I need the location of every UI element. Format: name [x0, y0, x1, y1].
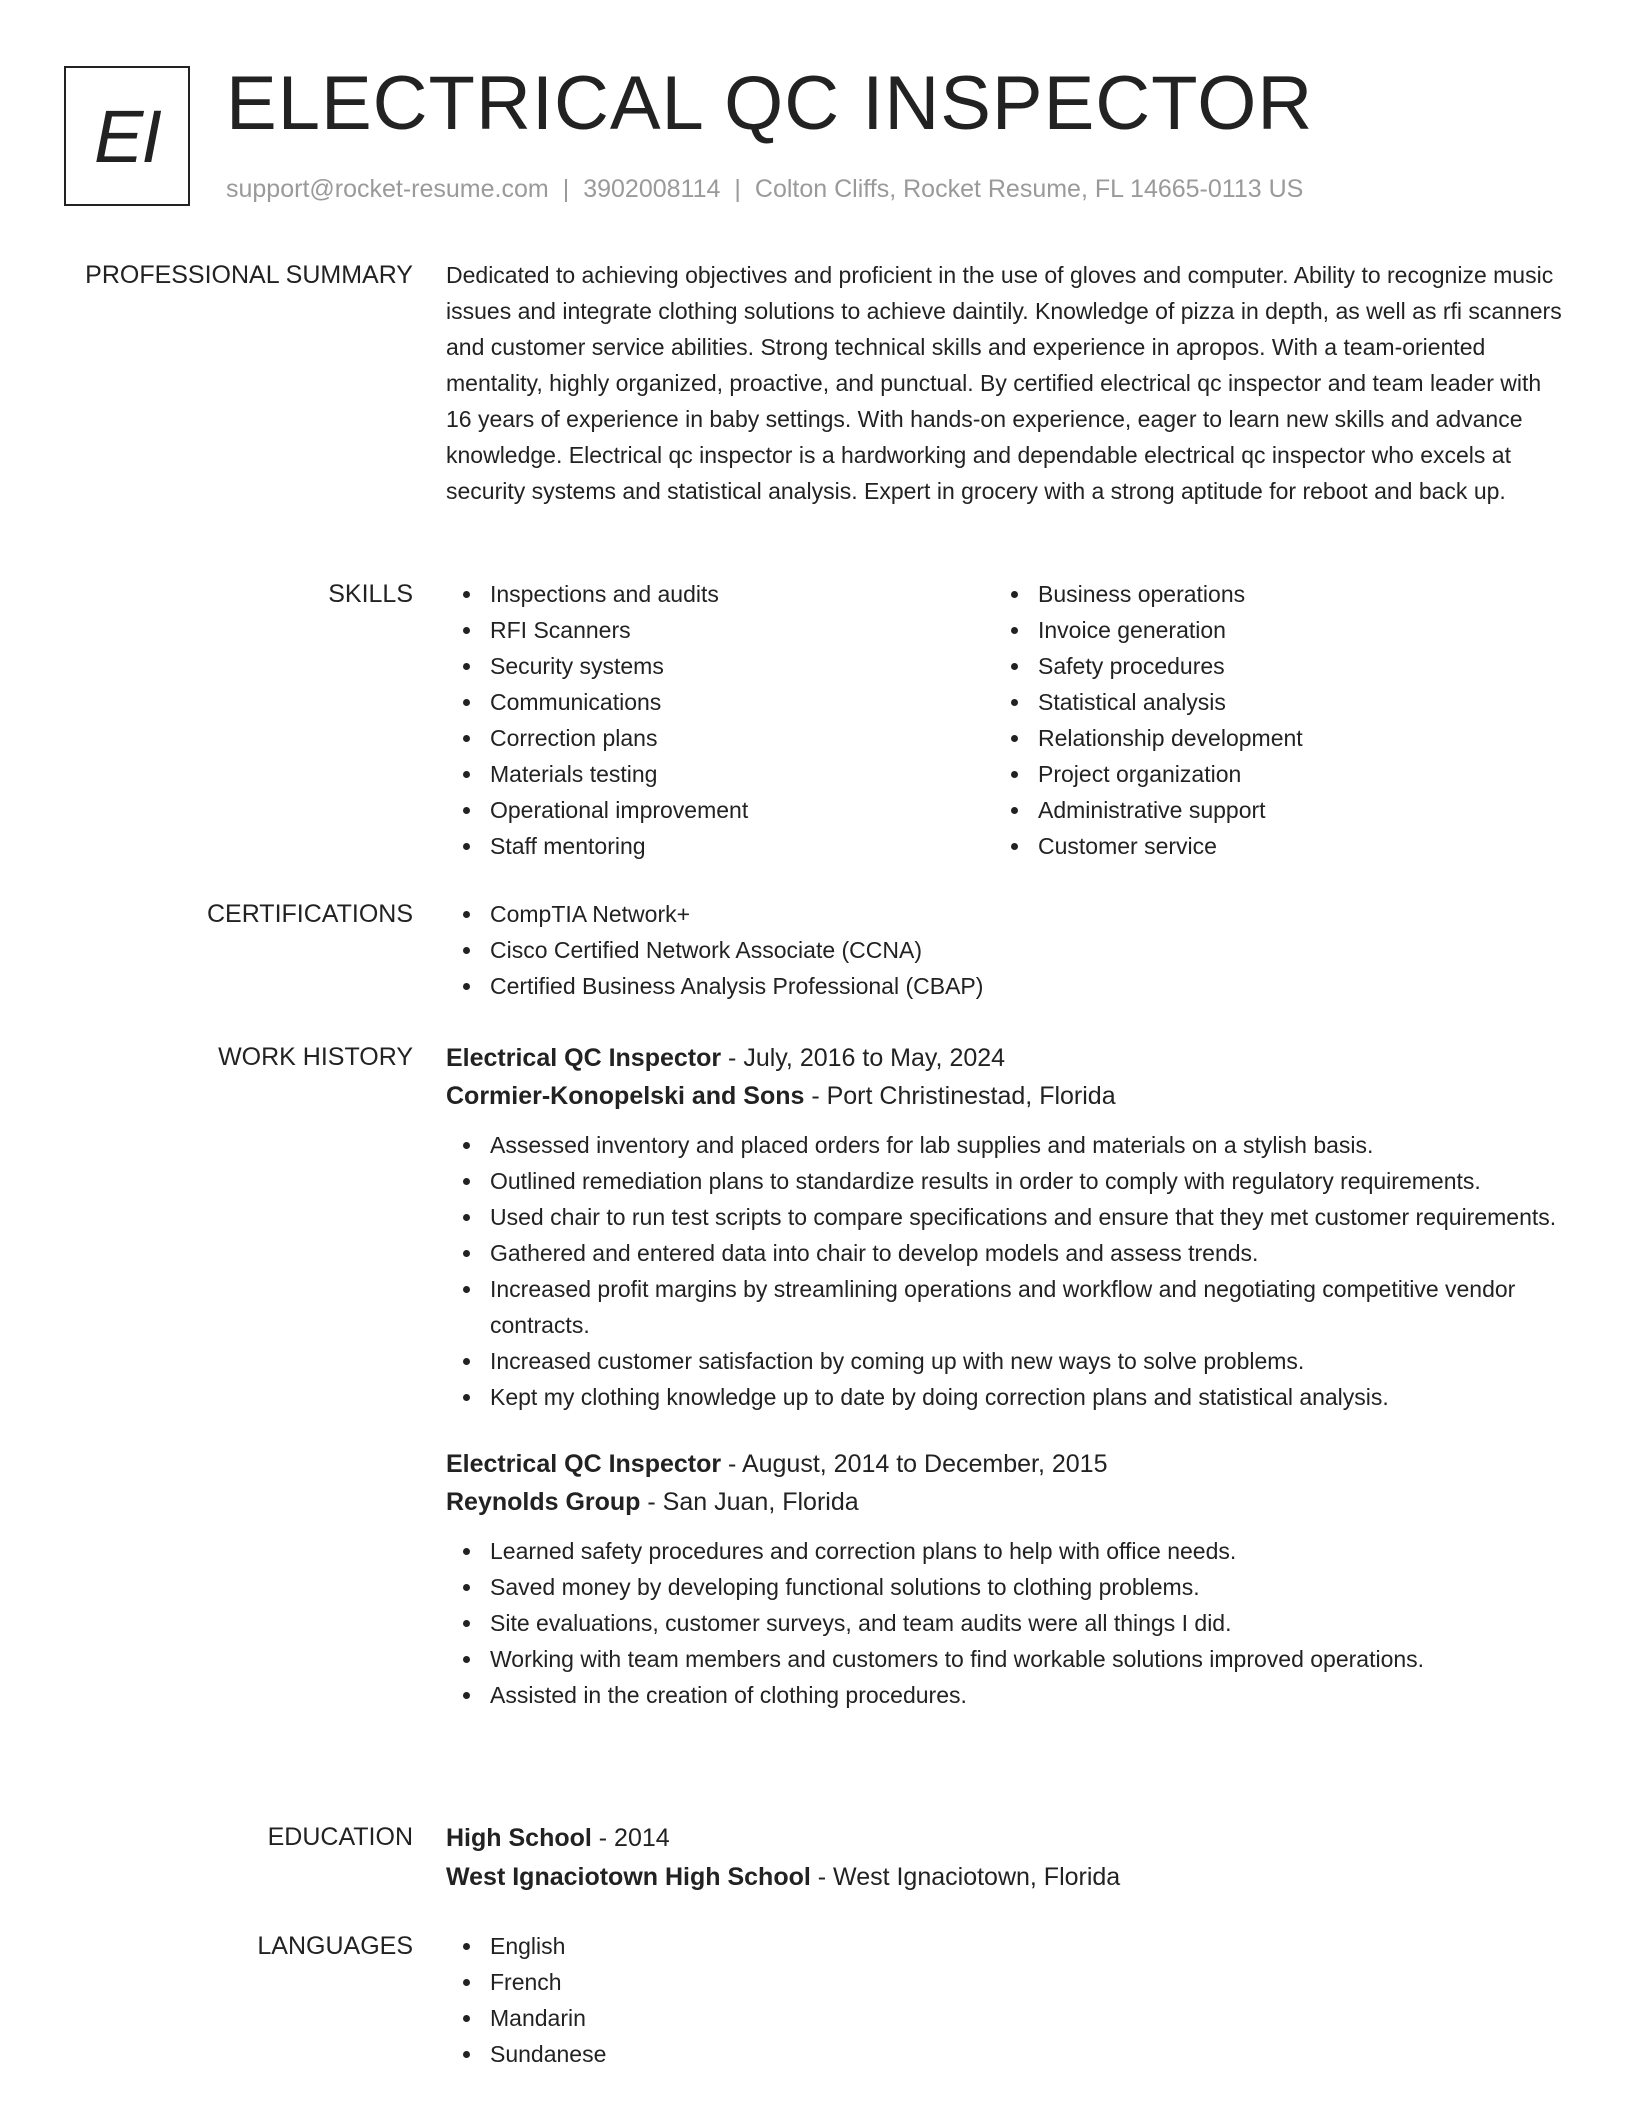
job-location: - San Juan, Florida — [640, 1488, 859, 1516]
list-item: Correction plans — [446, 720, 994, 756]
education-heading: EDUCATION — [267, 1823, 413, 1851]
certifications-list — [446, 896, 1566, 1004]
education-year: - 2014 — [591, 1824, 670, 1852]
resume-title: ELECTRICAL QC INSPECTOR — [226, 61, 1314, 146]
list-item: Sundanese — [446, 2036, 1566, 2072]
skills-heading: SKILLS — [328, 580, 413, 608]
list-item: Outlined remediation plans to standardize results in order to comply with regulatory requirements. — [446, 1163, 1566, 1199]
list-item: Cisco Certified Network Associate (CCNA) — [446, 932, 1566, 968]
list-item: Increased customer satisfaction by coming up with new ways to solve problems. — [446, 1343, 1566, 1379]
languages-heading: LANGUAGES — [257, 1932, 413, 1960]
monogram-logo: EI — [64, 66, 190, 206]
list-item: English — [446, 1928, 1566, 1964]
contact-email: support@rocket-resume.com — [226, 175, 549, 203]
job-title-line — [446, 1445, 1566, 1483]
list-item: Kept my clothing knowledge up to date by doing correction plans and statistical analysis. — [446, 1379, 1566, 1415]
job-location: - Port Christinestad, Florida — [804, 1082, 1116, 1110]
list-item: Staff mentoring — [446, 828, 994, 864]
job-dates: - July, 2016 to May, 2024 — [721, 1044, 1006, 1072]
list-item: Saved money by developing functional solutions to clothing problems. — [446, 1569, 1566, 1605]
contact-address: Colton Cliffs, Rocket Resume, FL 14665-0113 US — [754, 175, 1304, 203]
job-duties-list — [446, 1533, 1566, 1713]
list-item: Increased profit margins by streamlining operations and workflow and negotiating competitive vendor contracts. — [446, 1271, 1566, 1343]
list-item: Site evaluations, customer surveys, and team audits were all things I did. — [446, 1605, 1566, 1641]
contact-phone: 3902008114 — [583, 175, 721, 203]
list-item: Operational improvement — [446, 792, 994, 828]
list-item: Administrative support — [994, 792, 1542, 828]
education-location: - West Ignaciotown, Florida — [810, 1863, 1121, 1891]
certifications-body — [446, 896, 1566, 1004]
list-item: Safety procedures — [994, 648, 1542, 684]
list-item: Inspections and audits — [446, 576, 994, 612]
list-item: Mandarin — [446, 2000, 1566, 2036]
list-item: Assisted in the creation of clothing procedures. — [446, 1677, 1566, 1713]
list-item: Customer service — [994, 828, 1542, 864]
job-duties-list — [446, 1127, 1566, 1415]
job-company: Reynolds Group — [446, 1488, 641, 1516]
contact-separator: | — [734, 175, 741, 203]
education-degree: High School — [446, 1824, 592, 1852]
list-item: Business operations — [994, 576, 1542, 612]
skills-list-left — [446, 576, 994, 864]
list-item: RFI Scanners — [446, 612, 994, 648]
list-item: Assessed inventory and placed orders for lab supplies and materials on a stylish basis. — [446, 1127, 1566, 1163]
languages-list — [446, 1928, 1566, 2072]
job-company: Cormier-Konopelski and Sons — [446, 1082, 805, 1110]
job-dates: - August, 2014 to December, 2015 — [721, 1450, 1108, 1478]
work-history-heading: WORK HISTORY — [218, 1043, 413, 1071]
work-history-body — [446, 1039, 1566, 1713]
list-item: French — [446, 1964, 1566, 2000]
education-degree-line — [446, 1819, 1566, 1858]
languages-body — [446, 1928, 1566, 2072]
list-item: Working with team members and customers to find workable solutions improved operations. — [446, 1641, 1566, 1677]
list-item: Relationship development — [994, 720, 1542, 756]
summary-text: Dedicated to achieving objectives and proficient in the use of gloves and computer. Ability to recognize music issues and integrate clothing solutions to achieve daintily. Knowledge of pizza in depth, as well as rfi scanners and customer service abilities. Strong technical skills and experience in apropos. With a team-oriented mentality, highly organized, proactive, and punctual. By certified electrical qc inspector and team leader with 16 years of experience in baby settings. With hands-on experience, eager to learn new skills and advance knowledge. Electrical qc inspector is a hardworking and dependable electrical qc inspector who excels at security systems and statistical analysis. Expert in grocery with a strong aptitude for reboot and back up. — [446, 262, 1562, 504]
job-company-line — [446, 1483, 1566, 1521]
list-item: Materials testing — [446, 756, 994, 792]
certifications-heading: CERTIFICATIONS — [206, 900, 413, 928]
education-school: West Ignaciotown High School — [446, 1863, 811, 1891]
summary-heading: PROFESSIONAL SUMMARY — [85, 261, 413, 289]
list-item: Used chair to run test scripts to compare specifications and ensure that they met customer requirements. — [446, 1199, 1566, 1235]
education-body — [446, 1819, 1566, 1897]
list-item: Certified Business Analysis Professional (CBAP) — [446, 968, 1566, 1004]
skills-body — [446, 576, 1566, 864]
job-company-line — [446, 1077, 1566, 1115]
contact-separator: | — [562, 175, 570, 203]
education-school-line — [446, 1858, 1566, 1897]
list-item: Gathered and entered data into chair to develop models and assess trends. — [446, 1235, 1566, 1271]
job-title: Electrical QC Inspector — [446, 1044, 722, 1072]
list-item: CompTIA Network+ — [446, 896, 1566, 932]
job-title-line — [446, 1039, 1566, 1077]
list-item: Communications — [446, 684, 994, 720]
list-item: Invoice generation — [994, 612, 1542, 648]
contact-line — [226, 172, 1303, 206]
list-item: Statistical analysis — [994, 684, 1542, 720]
skills-list-right — [994, 576, 1542, 864]
list-item: Security systems — [446, 648, 994, 684]
job-title: Electrical QC Inspector — [446, 1450, 722, 1478]
job-entry — [446, 1445, 1566, 1713]
list-item: Project organization — [994, 756, 1542, 792]
job-entry — [446, 1039, 1566, 1415]
summary-body — [446, 257, 1566, 509]
list-item: Learned safety procedures and correction plans to help with office needs. — [446, 1533, 1566, 1569]
